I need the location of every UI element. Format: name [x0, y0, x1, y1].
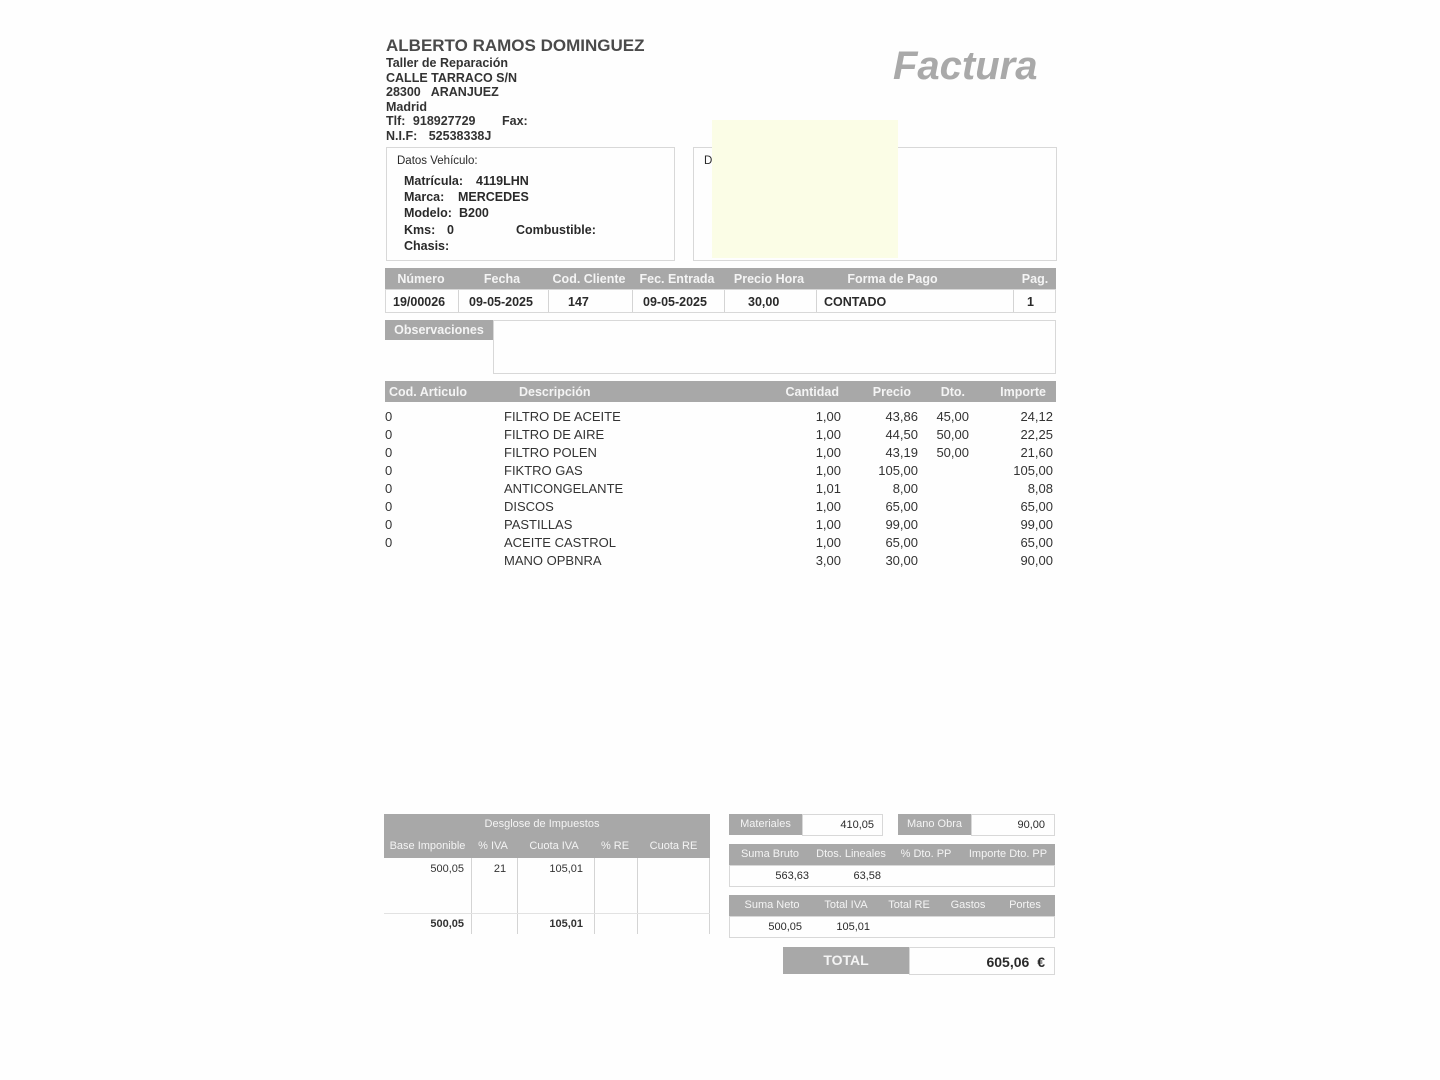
line-desc: FILTRO DE ACEITE: [504, 409, 621, 424]
chasis-label: Chasis:: [404, 239, 450, 253]
value-fec-entrada: 09-05-2025: [643, 295, 707, 309]
divider: [1013, 290, 1014, 312]
line-amount: 90,00: [1020, 553, 1053, 568]
suma-neto-value: 500,05: [768, 921, 802, 933]
summary-row1-header: [729, 844, 1055, 865]
value-precio-hora: 30,00: [748, 295, 780, 309]
dtos-lineales-value: 63,58: [853, 870, 881, 882]
suma-bruto-label: Suma Bruto: [740, 848, 800, 860]
marca-value: MERCEDES: [458, 190, 529, 204]
line-amount: 99,00: [1020, 517, 1053, 532]
line-amount: 8,08: [1027, 481, 1053, 496]
line-amount: 65,00: [1020, 535, 1053, 550]
line-qty: 1,00: [815, 463, 841, 478]
line-qty: 1,00: [815, 409, 841, 424]
issuer-line4: Madrid: [386, 99, 427, 114]
line-item: [385, 499, 1056, 517]
line-item: [385, 535, 1056, 553]
fax-label: Fax:: [502, 114, 528, 128]
suma-neto-label: Suma Neto: [744, 899, 800, 911]
total-label: TOTAL: [783, 947, 909, 974]
modelo-value: B200: [459, 206, 489, 220]
line-qty: 1,00: [815, 427, 841, 442]
line-item: [385, 553, 1056, 571]
col-importe: Importe: [1000, 385, 1046, 399]
nif-label: N.I.F:: [386, 128, 418, 143]
issuer-block: [386, 36, 706, 143]
line-item: [385, 427, 1056, 445]
vehicle-box: [386, 147, 675, 261]
line-cod: 0: [385, 499, 393, 514]
tax-iva-value: 21: [493, 863, 507, 875]
line-item: [385, 481, 1056, 499]
total-amount-line: [986, 954, 1045, 970]
line-price: 8,00: [892, 481, 918, 496]
importe-dto-pp-label: Importe Dto. PP: [968, 848, 1048, 860]
line-amount: 105,00: [1013, 463, 1053, 478]
summary-row2-header: [729, 895, 1055, 916]
line-amount: 24,12: [1020, 409, 1053, 424]
tax-base-value: 500,05: [430, 863, 464, 875]
total-iva-label: Total IVA: [824, 899, 868, 911]
matricula-value: 4119LHN: [476, 174, 529, 188]
line-qty: 1,00: [815, 517, 841, 532]
line-desc: MANO OPBNRA: [504, 553, 602, 568]
tlf-label: Tlf:: [386, 114, 406, 128]
invoice-header-bar: [385, 268, 1056, 289]
portes-label: Portes: [1009, 899, 1041, 911]
line-qty: 1,00: [815, 445, 841, 460]
col-dto: Dto.: [940, 385, 965, 399]
col-cod-articulo: Cod. Articulo: [389, 385, 468, 399]
divider: [724, 290, 725, 312]
line-qty: 1,00: [815, 499, 841, 514]
value-forma-pago: CONTADO: [824, 295, 887, 309]
divider: [709, 858, 710, 934]
tax-header-bar: [384, 814, 710, 858]
line-price: 44,50: [885, 427, 918, 442]
line-desc: FILTRO POLEN: [504, 445, 597, 460]
lines-header-bar: [385, 381, 1056, 402]
tax-col-iva: % IVA: [478, 840, 508, 852]
nif-value: 52538338J: [428, 128, 492, 143]
header-precio-hora: Precio Hora: [733, 272, 805, 286]
gastos-label: Gastos: [950, 899, 986, 911]
issuer-nif-row: [386, 129, 706, 144]
line-cod: 0: [385, 535, 393, 550]
materiales-value-box: [802, 814, 883, 836]
line-desc: ANTICONGELANTE: [504, 481, 624, 496]
issuer-name: ALBERTO RAMOS DOMINGUEZ: [386, 36, 645, 55]
tax-col-cuota-re: Cuota RE: [649, 840, 698, 852]
line-qty: 3,00: [815, 553, 841, 568]
observaciones-label: Observaciones: [385, 320, 493, 340]
total-iva-value: 105,01: [836, 921, 870, 933]
issuer-line1: Taller de Reparación: [386, 56, 509, 70]
header-numero: Número: [397, 272, 445, 286]
divider: [816, 290, 817, 312]
dto-pp-label: % Dto. PP: [900, 848, 952, 860]
divider: [548, 290, 549, 312]
matricula-label: Matrícula:: [404, 174, 464, 188]
line-dto: 50,00: [936, 445, 969, 460]
line-amount: 22,25: [1020, 427, 1053, 442]
divider: [637, 858, 638, 934]
summary-row2-values: [729, 916, 1055, 938]
line-item: [385, 517, 1056, 535]
materiales-value: 410,05: [840, 819, 874, 831]
line-amount: 65,00: [1020, 499, 1053, 514]
line-amount: 21,60: [1020, 445, 1053, 460]
tax-separator: [384, 913, 710, 914]
line-items: [385, 409, 1056, 579]
line-price: 30,00: [885, 553, 918, 568]
mano-obra-label: Mano Obra: [898, 814, 971, 835]
total-re-label: Total RE: [888, 899, 930, 911]
tlf-value: 918927729: [412, 114, 476, 128]
line-price: 43,19: [885, 445, 918, 460]
line-item: [385, 445, 1056, 463]
tax-col-base: Base Imponible: [389, 840, 466, 852]
divider: [594, 858, 595, 934]
line-qty: 1,01: [815, 481, 841, 496]
line-cod: 0: [385, 481, 393, 496]
value-numero: 19/00026: [393, 295, 446, 309]
header-pag: Pag.: [1021, 272, 1049, 286]
value-fecha: 09-05-2025: [469, 295, 533, 309]
line-desc: FILTRO DE AIRE: [504, 427, 605, 442]
line-desc: FIKTRO GAS: [504, 463, 583, 478]
tax-col-re: % RE: [600, 840, 630, 852]
tax-base-total: 500,05: [430, 918, 464, 930]
divider: [471, 858, 472, 934]
total-value-box: [909, 947, 1055, 975]
line-price: 43,86: [885, 409, 918, 424]
line-desc: ACEITE CASTROL: [504, 535, 616, 550]
kms-value: 0: [447, 223, 454, 237]
col-descripcion: Descripción: [519, 385, 591, 399]
divider: [632, 290, 633, 312]
line-dto: 50,00: [936, 427, 969, 442]
line-qty: 1,00: [815, 535, 841, 550]
suma-bruto-value: 563,63: [775, 870, 809, 882]
line-desc: DISCOS: [504, 499, 554, 514]
line-cod: 0: [385, 409, 393, 424]
line-dto: 45,00: [936, 409, 969, 424]
summary-row1-values: [729, 865, 1055, 887]
materiales-label: Materiales: [729, 814, 802, 835]
invoice-header-values: [385, 289, 1056, 313]
value-pag: 1: [1027, 295, 1034, 309]
line-cod: 0: [385, 463, 393, 478]
header-fecha: Fecha: [483, 272, 521, 286]
issuer-line2: CALLE TARRACO S/N: [386, 70, 518, 85]
line-cod: 0: [385, 427, 393, 442]
marca-label: Marca:: [404, 190, 445, 204]
line-desc: PASTILLAS: [504, 517, 573, 532]
tax-cuota-iva-total: 105,01: [549, 918, 583, 930]
line-item: [385, 409, 1056, 427]
line-price: 99,00: [885, 517, 918, 532]
line-item: [385, 463, 1056, 481]
dtos-lineales-label: Dtos. Lineales: [816, 848, 886, 860]
line-cod: 0: [385, 445, 393, 460]
col-precio: Precio: [872, 385, 911, 399]
currency-symbol: €: [1037, 954, 1045, 970]
mano-obra-value-box: [971, 814, 1055, 836]
tax-title: Desglose de Impuestos: [484, 818, 600, 830]
header-fec-entrada: Fec. Entrada: [639, 272, 715, 286]
mano-obra-value: 90,00: [1017, 819, 1045, 831]
issuer-phone-row: [386, 114, 706, 129]
col-cantidad: Cantidad: [785, 385, 839, 399]
header-forma-pago: Forma de Pago: [847, 272, 938, 286]
modelo-label: Modelo:: [404, 206, 452, 220]
tax-body: [384, 858, 710, 934]
combustible-label: Combustible:: [516, 223, 596, 237]
observaciones-box: [493, 320, 1056, 374]
line-price: 105,00: [878, 463, 918, 478]
value-cod-cliente: 147: [568, 295, 589, 309]
total-value: 605,06: [986, 954, 1030, 970]
tax-col-cuota-iva: Cuota IVA: [529, 840, 579, 852]
customer-heading-fragment: D: [704, 155, 713, 167]
line-price: 65,00: [885, 499, 918, 514]
document-title: Factura: [893, 44, 1038, 88]
line-cod: 0: [385, 517, 393, 532]
vehicle-heading: Datos Vehículo:: [397, 155, 478, 167]
divider: [458, 290, 459, 312]
header-cod-cliente: Cod. Cliente: [552, 272, 626, 286]
kms-label: Kms:: [404, 223, 436, 237]
tax-cuota-iva-value: 105,01: [549, 863, 583, 875]
redaction-sticker: [712, 120, 898, 258]
issuer-line3: 28300 ARANJUEZ: [386, 85, 499, 99]
line-price: 65,00: [885, 535, 918, 550]
